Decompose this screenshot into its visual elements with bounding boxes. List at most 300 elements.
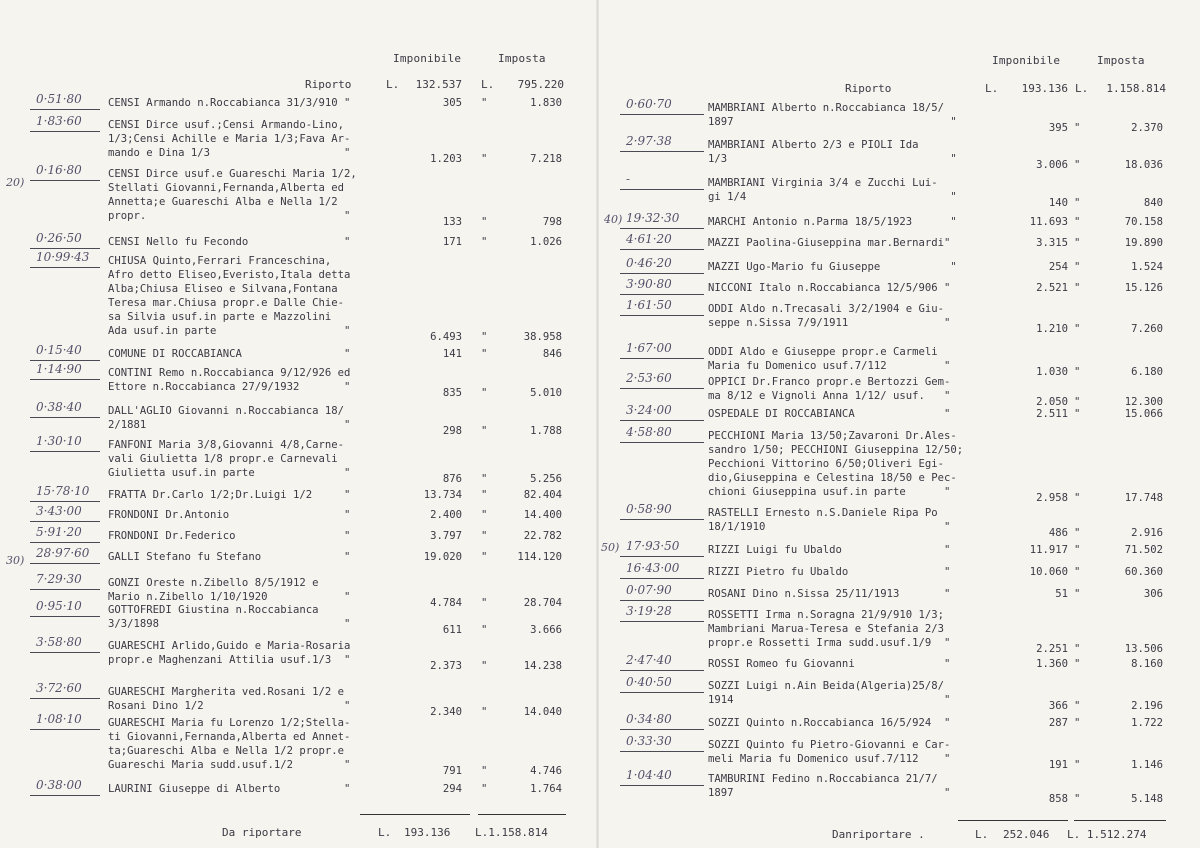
- footer-imponibile: 252.046: [1003, 828, 1050, 841]
- owner-text-line: GONZI Oreste n.Zibello 8/5/1912 e: [108, 577, 319, 589]
- imposta-value: 3.666: [530, 624, 562, 636]
- note-underline: [620, 751, 704, 752]
- owner-text-line: GUARESCHI Arlido,Guido e Maria-Rosaria: [108, 640, 351, 652]
- owner-text-line: 1914 ": [708, 694, 951, 706]
- total-rule: [1074, 820, 1166, 821]
- note-underline: [620, 294, 704, 295]
- imposta-value: 15.066: [1124, 408, 1163, 420]
- parcel-area-note: 2·47·40: [626, 653, 672, 667]
- note-underline: [620, 556, 704, 557]
- owner-text-line: Mario n.Zibello 1/10/1920 ": [108, 591, 351, 603]
- parcel-area-note: 1·67·00: [626, 341, 672, 355]
- owner-text-line: Guareschi Maria sudd.usuf.1/2 ": [108, 759, 351, 771]
- parcel-area-note: 1·83·60: [36, 114, 82, 128]
- owner-text-line: ti Giovanni,Fernanda,Alberta ed Annet-: [108, 731, 351, 743]
- ditto-mark: ": [1074, 408, 1081, 420]
- imposta-value: 6.180: [1131, 366, 1163, 378]
- owner-text-line: ma 8/12 e Vignoli Anna 1/12/ usuf. ": [708, 390, 951, 402]
- owner-text-line: gi 1/4 ": [708, 191, 957, 203]
- parcel-area-note: 5·91·20: [36, 525, 82, 539]
- parcel-area-note: 1·04·40: [626, 768, 672, 782]
- footer-label: Da riportare: [222, 826, 302, 839]
- imposta-value: 1.146: [1131, 759, 1163, 771]
- imposta-value: 14.400: [523, 509, 562, 521]
- owner-text-line: MAMBRIANI Alberto 2/3 e PIOLI Ida: [708, 139, 919, 151]
- ditto-mark: ": [1074, 261, 1081, 273]
- owner-text-line: FRONDONI Dr.Antonio ": [108, 509, 351, 521]
- riporto-imposta: 1.158.814: [1106, 82, 1166, 95]
- imposta-value: 22.782: [523, 530, 562, 542]
- owner-text-line: ROSSI Romeo fu Giovanni ": [708, 658, 951, 670]
- note-underline: [30, 451, 100, 452]
- ditto-mark: ": [481, 331, 488, 343]
- imposta-value: 13.506: [1124, 643, 1163, 655]
- header-imponibile: Imponibile: [393, 52, 462, 65]
- imponibile-value: 1.360: [1036, 658, 1068, 670]
- imponibile-value: 13.734: [423, 489, 462, 501]
- page-fold: [596, 0, 599, 848]
- ditto-mark: ": [1074, 396, 1081, 408]
- note-underline: [30, 616, 100, 617]
- parcel-area-note: 1·61·50: [626, 298, 672, 312]
- owner-text-line: sa Silvia usuf.in parte e Mazzolini: [108, 311, 332, 323]
- imposta-value: 14.238: [523, 660, 562, 672]
- note-underline: [620, 358, 704, 359]
- imposta-value: 306: [1143, 588, 1163, 600]
- parcel-area-note: 28·97·60: [36, 546, 90, 560]
- ditto-mark: ": [1074, 122, 1081, 134]
- imposta-value: 14.040: [523, 706, 562, 718]
- parcel-area-note: 0·15·40: [36, 343, 82, 357]
- parcel-area-note: 0·46·20: [626, 256, 672, 270]
- ditto-mark: ": [1074, 700, 1081, 712]
- imposta-value: 5.010: [530, 387, 562, 399]
- imponibile-value: 294: [442, 783, 462, 795]
- note-underline: [620, 151, 704, 152]
- ditto-mark: ": [1074, 366, 1081, 378]
- imposta-value: 798: [542, 216, 562, 228]
- owner-text-line: ta;Guareschi Alba e Nella 1/2 propr.e: [108, 745, 344, 757]
- owner-text-line: Giulietta usuf.in parte ": [108, 467, 351, 479]
- imponibile-value: 791: [442, 765, 462, 777]
- imponibile-value: 254: [1048, 261, 1068, 273]
- imponibile-value: 305: [442, 97, 462, 109]
- riporto-currency-2: L.: [1075, 82, 1089, 95]
- imponibile-value: 2.400: [430, 509, 462, 521]
- owner-text-line: GOTTOFREDI Giustina n.Roccabianca: [108, 604, 319, 616]
- ditto-mark: ": [1074, 197, 1081, 209]
- note-underline: [30, 542, 100, 543]
- imposta-value: 2.916: [1131, 527, 1163, 539]
- owner-text-line: MAMBRIANI Alberto n.Roccabianca 18/5/: [708, 102, 944, 114]
- imponibile-value: 11.693: [1029, 216, 1068, 228]
- imposta-value: 28.704: [523, 597, 562, 609]
- imposta-value: 840: [1143, 197, 1163, 209]
- note-underline: [620, 600, 704, 601]
- owner-text-line: Alba;Chiusa Eliseo e Silvana,Fontana: [108, 283, 338, 295]
- ditto-mark: ": [1074, 643, 1081, 655]
- note-underline: [30, 729, 100, 730]
- owner-text-line: RIZZI Pietro fu Ubaldo ": [708, 566, 951, 578]
- imponibile-value: 1.210: [1036, 323, 1068, 335]
- imposta-value: 17.748: [1124, 492, 1163, 504]
- imposta-value: 1.722: [1131, 717, 1163, 729]
- owner-text-line: CONTINI Remo n.Roccabianca 9/12/926 ed: [108, 367, 351, 379]
- imposta-value: 38.958: [523, 331, 562, 343]
- ditto-mark: ": [1074, 282, 1081, 294]
- ditto-mark: ": [1074, 159, 1081, 171]
- imposta-value: 114.120: [517, 551, 562, 563]
- imponibile-value: 611: [442, 624, 462, 636]
- imponibile-value: 395: [1048, 122, 1068, 134]
- riporto-currency: L.: [985, 82, 999, 95]
- imponibile-value: 141: [442, 348, 462, 360]
- owner-text-line: CENSI Dirce usuf.;Censi Armando-Lino,: [108, 119, 344, 131]
- imposta-value: 4.746: [530, 765, 562, 777]
- imponibile-value: 10.060: [1029, 566, 1068, 578]
- note-underline: [30, 417, 100, 418]
- ditto-mark: ": [1074, 759, 1081, 771]
- imposta-value: 5.256: [530, 473, 562, 485]
- parcel-area-note: 0·38·40: [36, 400, 82, 414]
- imponibile-value: 835: [442, 387, 462, 399]
- owner-text-line: sandro 1/50; PECCHIONI Giuseppina 12/50;: [708, 444, 964, 456]
- imposta-value: 1.026: [530, 236, 562, 248]
- imposta-value: 1.830: [530, 97, 562, 109]
- imponibile-value: 51: [1055, 588, 1068, 600]
- note-underline: [30, 563, 100, 564]
- imposta-value: 1.764: [530, 783, 562, 795]
- riporto-currency-2: L.: [481, 78, 495, 91]
- owner-text-line: MARCHI Antonio n.Parma 18/5/1923 ": [708, 216, 957, 228]
- riporto-label: Riporto: [305, 78, 352, 91]
- ditto-mark: ": [1074, 544, 1081, 556]
- owner-text-line: OSPEDALE DI ROCCABIANCA ": [708, 408, 951, 420]
- ditto-mark: ": [481, 489, 488, 501]
- ditto-mark: ": [481, 530, 488, 542]
- owner-text-line: GALLI Stefano fu Stefano ": [108, 551, 351, 563]
- ditto-mark: ": [481, 706, 488, 718]
- margin-note: 30): [6, 554, 25, 567]
- note-underline: [30, 795, 100, 796]
- imposta-value: 71.502: [1124, 544, 1163, 556]
- owner-text-line: propr.e Rossetti Irma sudd.usuf.1/9 ": [708, 637, 951, 649]
- note-underline: [620, 228, 704, 229]
- note-underline: [30, 501, 100, 502]
- parcel-area-note: 3·90·80: [626, 277, 672, 291]
- note-underline: [620, 578, 704, 579]
- parcel-area-note: 0·60·70: [626, 97, 672, 111]
- owner-text-line: DALL'AGLIO Giovanni n.Roccabianca 18/: [108, 405, 344, 417]
- owner-text-line: ODDI Aldo e Giuseppe propr.e Carmeli: [708, 346, 938, 358]
- ditto-mark: ": [1074, 793, 1081, 805]
- owner-text-line: Maria fu Domenico usuf.7/112 ": [708, 360, 951, 372]
- imposta-value: 12.300: [1124, 396, 1163, 408]
- owner-text-line: MAMBRIANI Virginia 3/4 e Zucchi Lui-: [708, 177, 938, 189]
- footer-imponibile: 193.136: [404, 826, 451, 839]
- imponibile-value: 3.006: [1036, 159, 1068, 171]
- ditto-mark: ": [481, 387, 488, 399]
- ditto-mark: ": [481, 216, 488, 228]
- imposta-value: 15.126: [1124, 282, 1163, 294]
- note-underline: [620, 785, 704, 786]
- parcel-area-note: 2·97·38: [626, 134, 672, 148]
- owner-text-line: seppe n.Sissa 7/9/1911 ": [708, 317, 951, 329]
- ditto-mark: ": [1074, 527, 1081, 539]
- ditto-mark: ": [1074, 717, 1081, 729]
- ditto-mark: ": [481, 624, 488, 636]
- imposta-value: 1.524: [1131, 261, 1163, 273]
- parcel-area-note: 0·58·90: [626, 502, 672, 516]
- owner-text-line: CHIUSA Quinto,Ferrari Franceschina,: [108, 255, 332, 267]
- margin-note: 40): [604, 213, 623, 226]
- imposta-value: 2.370: [1131, 122, 1163, 134]
- note-underline: [30, 589, 100, 590]
- ditto-mark: ": [1074, 588, 1081, 600]
- owner-text-line: RIZZI Luigi fu Ubaldo ": [708, 544, 951, 556]
- parcel-area-note: 17·93·50: [626, 539, 680, 553]
- imponibile-value: 486: [1048, 527, 1068, 539]
- imponibile-value: 2.050: [1036, 396, 1068, 408]
- owner-text-line: FRONDONI Dr.Federico ": [108, 530, 351, 542]
- imposta-value: 2.196: [1131, 700, 1163, 712]
- parcel-area-note: 0·95·10: [36, 599, 82, 613]
- imposta-value: 60.360: [1124, 566, 1163, 578]
- total-rule: [478, 814, 566, 815]
- imponibile-value: 366: [1048, 700, 1068, 712]
- owner-text-line: meli Maria fu Domenico usuf.7/112 ": [708, 753, 951, 765]
- ditto-mark: ": [481, 236, 488, 248]
- owner-text-line: 1897 ": [708, 116, 957, 128]
- owner-text-line: 2/1881 ": [108, 419, 351, 431]
- riporto-imposta: 795.220: [517, 78, 564, 91]
- owner-text-line: 18/1/1910 ": [708, 521, 951, 533]
- total-rule: [958, 820, 1068, 821]
- owner-text-line: MAZZI Ugo-Mario fu Giuseppe ": [708, 261, 957, 273]
- imponibile-value: 2.521: [1036, 282, 1068, 294]
- imposta-value: 846: [542, 348, 562, 360]
- owner-text-line: FANFONI Maria 3/8,Giovanni 4/8,Carne-: [108, 439, 344, 451]
- owner-text-line: 1/3 ": [708, 153, 957, 165]
- note-underline: [620, 729, 704, 730]
- owner-text-line: chioni Giuseppina usuf.in parte ": [708, 486, 951, 498]
- note-underline: [30, 267, 100, 268]
- owner-text-line: ROSANI Dino n.Sissa 25/11/1913 ": [708, 588, 951, 600]
- parcel-area-note: 0·16·80: [36, 163, 82, 177]
- parcel-area-note: 7·29·30: [36, 572, 82, 586]
- parcel-area-note: 1·14·90: [36, 362, 82, 376]
- parcel-area-note: 4·61·20: [626, 232, 672, 246]
- owner-text-line: PECCHIONI Maria 13/50;Zavaroni Dr.Ales-: [708, 430, 957, 442]
- imposta-value: 19.890: [1124, 237, 1163, 249]
- riporto-label: Riporto: [845, 82, 892, 95]
- owner-text-line: Annetta;e Guareschi Alba e Nella 1/2: [108, 196, 338, 208]
- imposta-value: 7.218: [530, 153, 562, 165]
- footer-label: Danriportare .: [832, 828, 925, 841]
- owner-text-line: Teresa mar.Chiusa propr.e Dalle Chie-: [108, 297, 344, 309]
- imponibile-value: 4.784: [430, 597, 462, 609]
- parcel-area-note: 16·43·00: [626, 561, 680, 575]
- parcel-area-note: 15·78·10: [36, 484, 90, 498]
- owner-text-line: ODDI Aldo n.Trecasali 3/2/1904 e Giu-: [708, 303, 944, 315]
- parcel-area-note: 0·40·50: [626, 675, 672, 689]
- header-imposta: Imposta: [1097, 54, 1145, 67]
- note-underline: [30, 652, 100, 653]
- owner-text-line: SOZZI Quinto n.Roccabianca 16/5/924 ": [708, 717, 951, 729]
- note-underline: [620, 420, 704, 421]
- parcel-area-note: 10·99·43: [36, 250, 90, 264]
- footer-currency: L.: [975, 828, 989, 841]
- ditto-mark: ": [481, 597, 488, 609]
- owner-text-line: Ada usuf.in parte ": [108, 325, 351, 337]
- note-underline: [30, 180, 100, 181]
- imponibile-value: 133: [442, 216, 462, 228]
- note-underline: [30, 109, 100, 110]
- note-underline: [620, 114, 704, 115]
- owner-text-line: propr.e Maghenzani Attilia usuf.1/3 ": [108, 654, 351, 666]
- owner-text-line: propr. ": [108, 210, 351, 222]
- parcel-area-note: 3·58·80: [36, 635, 82, 649]
- imponibile-value: 2.958: [1036, 492, 1068, 504]
- parcel-area-note: 19·32·30: [626, 211, 680, 225]
- owner-text-line: Stellati Giovanni,Fernanda,Alberta ed: [108, 182, 344, 194]
- note-underline: [30, 379, 100, 380]
- owner-text-line: NICCONI Italo n.Roccabianca 12/5/906 ": [708, 282, 951, 294]
- parcel-area-note: 0·33·30: [626, 734, 672, 748]
- ditto-mark: ": [481, 551, 488, 563]
- imposta-value: 82.404: [523, 489, 562, 501]
- ditto-mark: ": [1074, 216, 1081, 228]
- owner-text-line: SOZZI Luigi n.Ain Beida(Algeria)25/8/: [708, 680, 944, 692]
- header-imponibile: Imponibile: [992, 54, 1061, 67]
- owner-text-line: Ettore n.Roccabianca 27/9/1932 ": [108, 381, 351, 393]
- owner-text-line: vali Giulietta 1/8 propr.e Carnevali: [108, 453, 338, 465]
- imponibile-value: 2.251: [1036, 643, 1068, 655]
- owner-text-line: Rosani Dino 1/2 ": [108, 700, 351, 712]
- owner-text-line: FRATTA Dr.Carlo 1/2;Dr.Luigi 1/2 ": [108, 489, 351, 501]
- ditto-mark: ": [481, 765, 488, 777]
- imponibile-value: 2.511: [1036, 408, 1068, 420]
- owner-text-line: GUARESCHI Maria fu Lorenzo 1/2;Stella-: [108, 717, 351, 729]
- parcel-area-note: 0·51·80: [36, 92, 82, 106]
- parcel-area-note: 0·07·90: [626, 583, 672, 597]
- imposta-value: 8.160: [1131, 658, 1163, 670]
- riporto-imponibile: 132.537: [415, 78, 462, 91]
- ditto-mark: ": [481, 509, 488, 521]
- ditto-mark: ": [481, 783, 488, 795]
- ditto-mark: ": [1074, 323, 1081, 335]
- owner-text-line: Afro detto Eliseo,Everisto,Itala detta: [108, 269, 351, 281]
- imponibile-value: 3.797: [430, 530, 462, 542]
- note-underline: [30, 248, 100, 249]
- owner-text-line: Mambriani Marua-Teresa e Stefania 2/3: [708, 623, 944, 635]
- ditto-mark: ": [481, 473, 488, 485]
- ditto-mark: ": [481, 348, 488, 360]
- owner-text-line: COMUNE DI ROCCABIANCA ": [108, 348, 351, 360]
- owner-text-line: LAURINI Giuseppe di Alberto ": [108, 783, 351, 795]
- ditto-mark: ": [1074, 492, 1081, 504]
- note-underline: [30, 698, 100, 699]
- imponibile-value: 287: [1048, 717, 1068, 729]
- owner-text-line: ROSSETTI Irma n.Soragna 21/9/910 1/3;: [708, 609, 944, 621]
- imposta-value: 18.036: [1124, 159, 1163, 171]
- ditto-mark: ": [481, 660, 488, 672]
- note-underline: [620, 621, 704, 622]
- imponibile-value: 1.030: [1036, 366, 1068, 378]
- footer-currency: L.: [378, 826, 392, 839]
- imponibile-value: 11.917: [1029, 544, 1068, 556]
- owner-text-line: TAMBURINI Fedino n.Roccabianca 21/7/: [708, 773, 938, 785]
- note-underline: [620, 442, 704, 443]
- parcel-area-note: 0·26·50: [36, 231, 82, 245]
- owner-text-line: RASTELLI Ernesto n.S.Daniele Ripa Po: [708, 507, 938, 519]
- note-underline: [620, 388, 704, 389]
- parcel-area-note: 0·34·80: [626, 712, 672, 726]
- ditto-mark: ": [481, 153, 488, 165]
- imposta-value: 70.158: [1124, 216, 1163, 228]
- margin-note: 20): [6, 176, 25, 189]
- owner-text-line: mando e Dina 1/3 ": [108, 147, 351, 159]
- riporto-currency: L.: [386, 78, 400, 91]
- imposta-value: 5.148: [1131, 793, 1163, 805]
- parcel-area-note: 4·58·80: [626, 425, 672, 439]
- owner-text-line: dio,Giuseppina e Celestina 18/50 e Pec-: [708, 472, 957, 484]
- ditto-mark: ": [481, 425, 488, 437]
- owner-text-line: Pecchioni Vittorino 6/50;Oliveri Egi-: [708, 458, 944, 470]
- imponibile-value: 6.493: [430, 331, 462, 343]
- ditto-mark: ": [481, 97, 488, 109]
- owner-text-line: SOZZI Quinto fu Pietro-Giovanni e Car-: [708, 739, 951, 751]
- parcel-area-note: 3·43·00: [36, 504, 82, 518]
- imponibile-value: 3.315: [1036, 237, 1068, 249]
- imponibile-value: 2.373: [430, 660, 462, 672]
- owner-text-line: 1/3;Censi Achille e Maria 1/3;Fava Ar-: [108, 133, 351, 145]
- parcel-area-note: 3·24·00: [626, 403, 672, 417]
- note-underline: [30, 131, 100, 132]
- note-underline: [620, 519, 704, 520]
- owner-text-line: CENSI Armando n.Roccabianca 31/3/910 ": [108, 97, 351, 109]
- riporto-imponibile: 193.136: [1021, 82, 1068, 95]
- imposta-value: 7.260: [1131, 323, 1163, 335]
- note-underline: [30, 360, 100, 361]
- owner-text-line: GUARESCHI Margherita ved.Rosani 1/2 e: [108, 686, 344, 698]
- imponibile-value: 298: [442, 425, 462, 437]
- imponibile-value: 1.203: [430, 153, 462, 165]
- ditto-mark: ": [1074, 237, 1081, 249]
- imponibile-value: 858: [1048, 793, 1068, 805]
- owner-text-line: OPPICI Dr.Franco propr.e Bertozzi Gem-: [708, 376, 951, 388]
- note-underline: [620, 670, 704, 671]
- parcel-area-note: 1·08·10: [36, 712, 82, 726]
- ditto-mark: ": [1074, 566, 1081, 578]
- parcel-area-note: -: [626, 172, 631, 186]
- owner-text-line: 3/3/1898 ": [108, 618, 351, 630]
- parcel-area-note: 0·38·00: [36, 778, 82, 792]
- note-underline: [620, 249, 704, 250]
- parcel-area-note: 1·30·10: [36, 434, 82, 448]
- footer-imposta: L.1.158.814: [475, 826, 548, 839]
- ditto-mark: ": [1074, 658, 1081, 670]
- parcel-area-note: 3·19·28: [626, 604, 672, 618]
- parcel-area-note: 3·72·60: [36, 681, 82, 695]
- imponibile-value: 140: [1048, 197, 1068, 209]
- note-underline: [620, 273, 704, 274]
- owner-text-line: MAZZI Paolina-Giuseppina mar.Bernardi": [708, 237, 951, 249]
- total-rule: [360, 814, 470, 815]
- owner-text-line: CENSI Nello fu Fecondo ": [108, 236, 351, 248]
- footer-imposta: L. 1.512.274: [1067, 828, 1147, 841]
- note-underline: [30, 521, 100, 522]
